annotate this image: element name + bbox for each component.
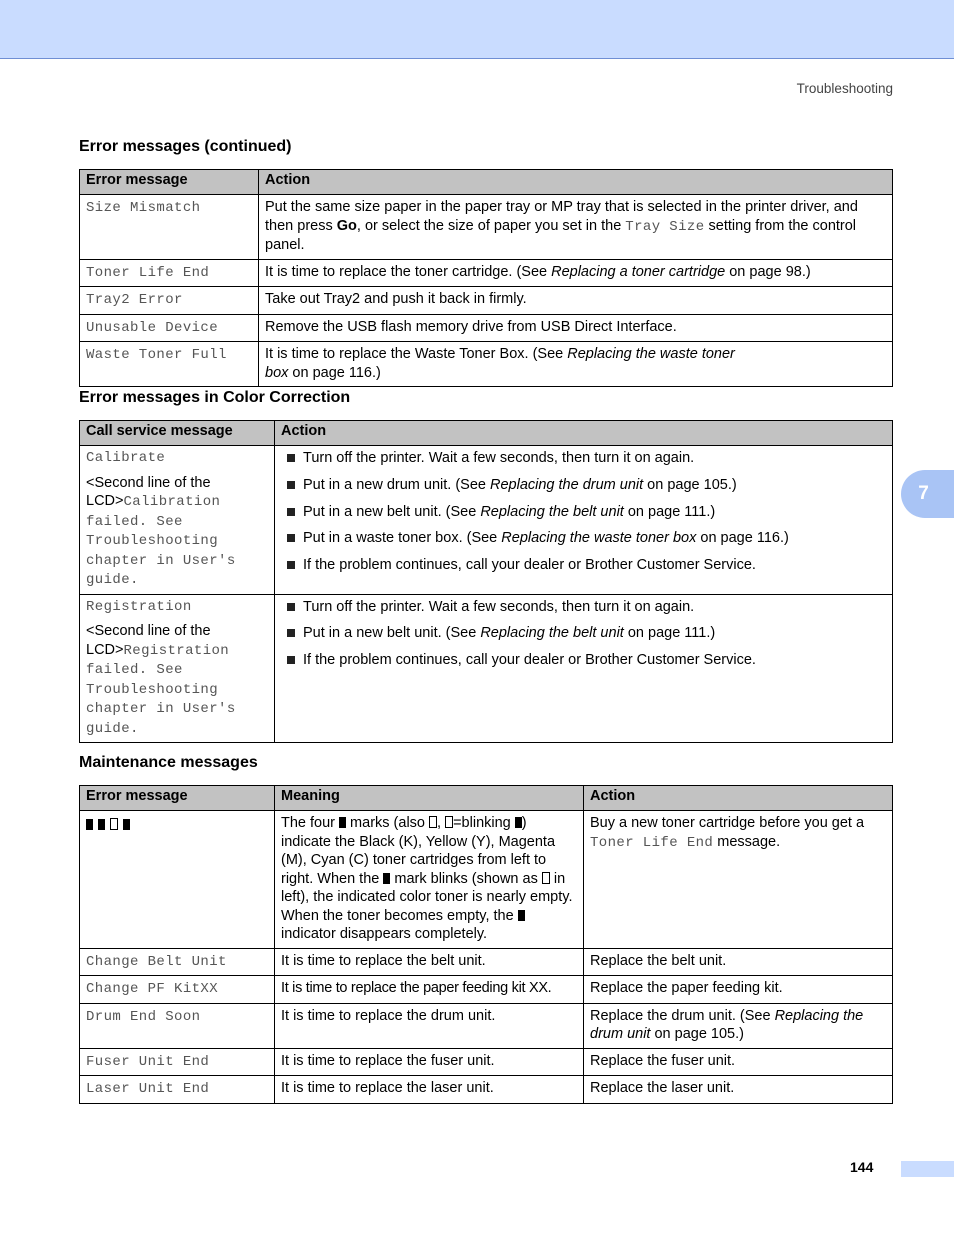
table-header-row <box>80 421 893 446</box>
action-text: It is time to replace the Waste Toner Box. (See <box>265 346 568 362</box>
meaning-text: indicator disappears completely. <box>281 926 488 942</box>
square-bullet-icon <box>287 603 295 611</box>
action-text: setting from the control panel. <box>265 217 857 253</box>
lcd-line-label: <Second line of the LCD> <box>86 474 211 509</box>
meaning-text: ) indicate the Black (K), Yellow (Y), Magenta (M), Cyan (C) toner cartridges from left to right. When the <box>281 815 556 887</box>
meaning-cell: It is time to replace the belt unit. <box>275 948 584 976</box>
toner-mark-blinking-icon <box>445 816 453 828</box>
bullet-text: Put in a new belt unit. (See <box>303 503 481 520</box>
col-header-meaning: Meaning <box>275 786 584 811</box>
message-cell <box>80 446 275 595</box>
error-code: Calibrate <box>86 450 166 466</box>
table-row <box>80 594 893 743</box>
table-row <box>80 976 893 1004</box>
header-band <box>0 0 954 59</box>
square-bullet-icon <box>287 481 295 489</box>
action-list <box>281 449 886 575</box>
action-cell: Take out Tray2 and push it back in firmly. <box>259 287 893 315</box>
section-title-maintenance: Maintenance messages <box>79 754 258 771</box>
col-header-action: Action <box>275 421 893 446</box>
list-item <box>281 651 886 670</box>
action-text: Replace the drum unit. (See <box>590 1007 775 1024</box>
action-cell <box>259 259 893 287</box>
action-cell <box>584 1003 893 1048</box>
section-title-continued: Error messages (continued) <box>79 138 292 155</box>
toner-mark-icon <box>123 819 130 830</box>
col-header-action: Action <box>259 170 893 195</box>
table-row <box>80 259 893 287</box>
table-header-row <box>80 170 893 195</box>
error-code: Laser Unit End <box>86 1081 210 1097</box>
bullet-text: Turn off the printer. Wait a few seconds, then turn it on again. <box>303 450 695 466</box>
toner-mark-icon <box>518 910 525 921</box>
error-code: Change PF KitXX <box>86 981 219 997</box>
cross-reference: Replacing the belt unit <box>480 503 624 520</box>
action-cell <box>259 342 893 387</box>
action-cell <box>259 195 893 260</box>
error-code: Unusable Device <box>86 319 219 336</box>
bullet-text: on page 111.) <box>623 625 716 642</box>
square-bullet-icon <box>287 656 295 664</box>
toner-mark-icon <box>86 819 93 830</box>
cross-reference: box <box>265 364 289 381</box>
table-row <box>80 811 893 949</box>
cross-reference: Replacing the drum unit <box>590 1007 864 1042</box>
col-header-action: Action <box>584 786 893 811</box>
meaning-cell <box>275 811 584 949</box>
action-text: , or select the size of paper you set in the <box>356 217 626 234</box>
table-row <box>80 342 893 387</box>
cross-reference: Replacing the belt unit <box>480 625 624 642</box>
list-item <box>281 624 886 643</box>
page-number: 144 <box>850 1159 874 1175</box>
error-code: Tray2 Error <box>86 292 183 308</box>
meaning-cell: It is time to replace the paper feeding kit XX. <box>275 976 584 1004</box>
meaning-text: mark blinks (shown as <box>390 870 542 887</box>
square-bullet-icon <box>287 561 295 569</box>
list-item <box>281 503 886 522</box>
square-bullet-icon <box>287 534 295 542</box>
lcd-message: Calibration failed. See Troubleshooting chapter in User's guide. <box>86 494 236 588</box>
table-row <box>80 195 893 260</box>
meaning-cell: It is time to replace the fuser unit. <box>275 1048 584 1076</box>
error-table-color-correction <box>79 420 893 743</box>
list-item <box>281 476 886 495</box>
action-cell: Replace the paper feeding kit. <box>584 976 893 1004</box>
bullet-text: If the problem continues, call your dealer or Brother Customer Service. <box>303 652 756 669</box>
col-header-call-service-message: Call service message <box>80 421 275 446</box>
toner-mark-blinking-icon <box>542 872 550 884</box>
cross-reference: Replacing the waste toner box <box>501 530 697 547</box>
cross-reference: Replacing the drum unit <box>490 476 644 493</box>
meaning-text: The four <box>281 815 340 831</box>
table-row <box>80 1076 893 1104</box>
col-header-error-message: Error message <box>80 170 259 195</box>
table-row <box>80 446 893 595</box>
message-cell <box>80 594 275 743</box>
action-cell <box>275 446 893 595</box>
table-row <box>80 314 893 342</box>
cross-reference: Replacing a toner cartridge <box>551 263 726 280</box>
toner-mark-blinking-icon <box>429 816 437 828</box>
action-text: It is time to replace the toner cartridge. (See <box>265 263 552 280</box>
square-bullet-icon <box>287 629 295 637</box>
meaning-text: , <box>437 815 446 831</box>
table-header-row <box>80 786 893 811</box>
action-cell: Remove the USB flash memory drive from USB Direct Interface. <box>259 314 893 342</box>
bullet-text: on page 116.) <box>696 530 789 547</box>
square-bullet-icon <box>287 454 295 462</box>
bullet-text: on page 105.) <box>643 476 737 493</box>
meaning-cell: It is time to replace the laser unit. <box>275 1076 584 1104</box>
table-row <box>80 1048 893 1076</box>
table-row <box>80 1003 893 1048</box>
error-code: Registration <box>86 598 192 615</box>
bullet-text: Turn off the printer. Wait a few seconds, then turn it on again. <box>303 598 695 615</box>
setting-name: Tray Size <box>625 218 705 235</box>
page-footer-bar <box>901 1161 954 1177</box>
list-item <box>281 449 886 468</box>
meaning-text: in left), the indicated color toner is nearly empty. When the toner becomes empty, the <box>281 870 573 924</box>
lcd-message: Registration failed. See Troubleshooting chapter in User's guide. <box>86 642 236 737</box>
error-code: Waste Toner Full <box>86 347 227 363</box>
error-code: Toner Life End <box>86 264 210 281</box>
bullet-text: Put in a waste toner box. (See <box>303 530 502 547</box>
toner-indicator-cell <box>80 811 275 949</box>
col-header-error-message: Error message <box>80 786 275 811</box>
toner-mark-blinking-icon <box>110 818 118 830</box>
action-text: on page 98.) <box>725 263 811 280</box>
chapter-number: 7 <box>918 483 929 504</box>
bullet-text: Put in a new drum unit. (See <box>303 476 490 493</box>
list-item <box>281 556 886 575</box>
action-cell <box>275 594 893 743</box>
chapter-tab <box>901 470 954 518</box>
action-list <box>281 598 886 670</box>
bullet-text: If the problem continues, call your dealer or Brother Customer Service. <box>303 557 756 574</box>
lcd-line-label: <Second line of the LCD> <box>86 623 211 658</box>
section-title-color-correction: Error messages in Color Correction <box>79 389 351 406</box>
list-item <box>281 529 886 548</box>
maintenance-table <box>79 785 893 1104</box>
go-key-label: Go <box>336 217 357 234</box>
action-cell <box>584 811 893 949</box>
error-code: Toner Life End <box>590 834 714 851</box>
action-text: Put the same size paper in the paper tray or MP tray that is selected in the printer driver, and then press <box>265 199 858 234</box>
action-cell: Replace the laser unit. <box>584 1076 893 1104</box>
meaning-text: marks (also <box>346 815 430 831</box>
toner-indicator <box>86 814 268 835</box>
meaning-text: =blinking <box>453 815 515 831</box>
toner-mark-icon <box>98 819 105 830</box>
bullet-text: on page 111.) <box>623 503 716 520</box>
bullet-text: Put in a new belt unit. (See <box>303 625 481 642</box>
toner-mark-icon <box>515 817 522 828</box>
error-code: Size Mismatch <box>86 200 201 216</box>
error-code: Fuser Unit End <box>86 1053 210 1070</box>
cross-reference: Replacing the waste toner <box>567 346 735 362</box>
square-bullet-icon <box>287 508 295 516</box>
action-cell: Replace the belt unit. <box>584 948 893 976</box>
meaning-cell: It is time to replace the drum unit. <box>275 1003 584 1048</box>
action-text: on page 105.) <box>650 1026 744 1042</box>
table-row <box>80 948 893 976</box>
action-text: message. <box>713 833 781 850</box>
error-code: Drum End Soon <box>86 1008 201 1025</box>
action-cell: Replace the fuser unit. <box>584 1048 893 1076</box>
error-table-continued <box>79 169 893 387</box>
list-item <box>281 598 886 617</box>
action-text: on page 116.) <box>288 364 381 381</box>
running-head: Troubleshooting <box>796 81 893 96</box>
toner-mark-icon <box>339 817 346 828</box>
error-code: Change Belt Unit <box>86 953 227 970</box>
action-text: Buy a new toner cartridge before you get a <box>590 815 865 831</box>
table-row <box>80 287 893 315</box>
